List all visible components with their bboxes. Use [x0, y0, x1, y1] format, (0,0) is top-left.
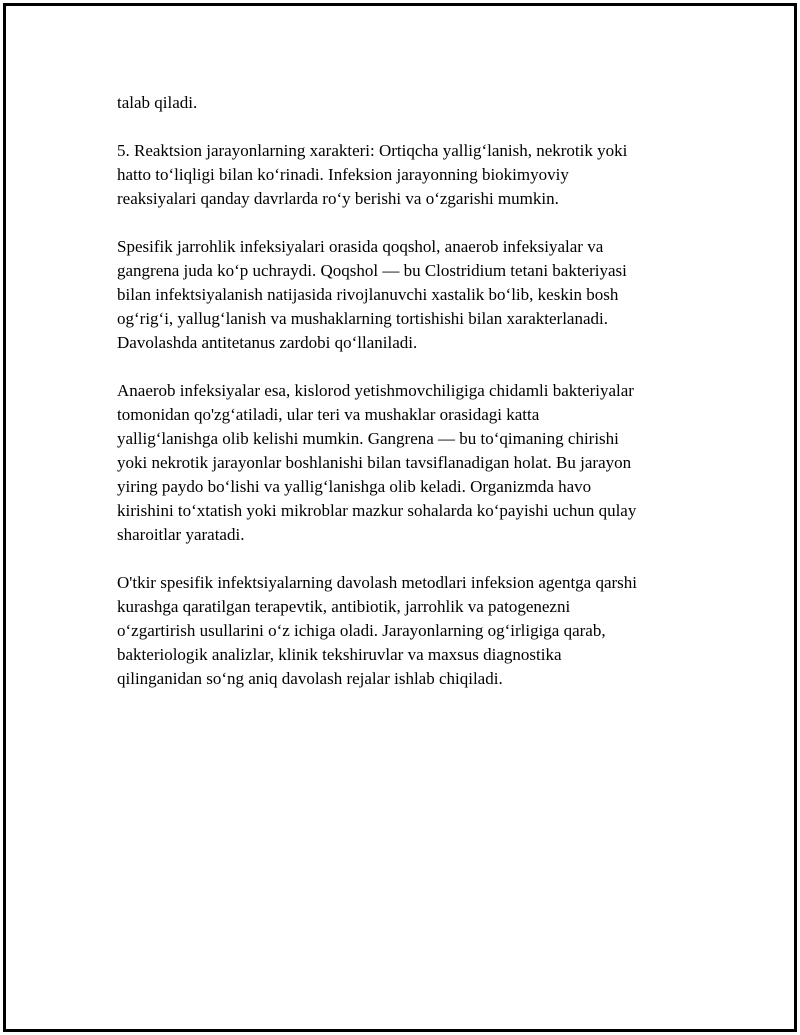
text-line: o‘zgartirish usullarini o‘z ichiga oladi. Jarayonlarning og‘irligiga qarab,: [117, 621, 606, 640]
text-line: bilan infektsiyalanish natijasida rivojlanuvchi xastalik bo‘lib, keskin bosh: [117, 285, 619, 304]
text-line: qilinganidan so‘ng aniq davolash rejalar ishlab chiqiladi.: [117, 669, 503, 688]
text-line: tomonidan qo'zg‘atiladi, ular teri va mushaklar orasidagi katta: [117, 405, 540, 424]
paragraph-2: [117, 139, 692, 211]
paragraph-3: [117, 235, 692, 355]
text-line: reaksiyalari qanday davrlarda ro‘y berishi va o‘zgarishi mumkin.: [117, 189, 559, 208]
text-line: O'tkir spesifik infektsiyalarning davolash metodlari infeksion agentga qarshi: [117, 573, 638, 592]
text-line: Davolashda antitetanus zardobi qo‘llaniladi.: [117, 333, 418, 352]
text-line: Anaerob infeksiyalar esa, kislorod yetishmovchiligiga chidamli bakteriyalar: [117, 381, 634, 400]
text-line: 5. Reaktsion jarayonlarning xarakteri: Ortiqcha yallig‘lanish, nekrotik yoki: [117, 141, 628, 160]
text-line: yiring paydo bo‘lishi va yallig‘lanishga olib keladi. Organizmda havo: [117, 477, 592, 496]
paragraph-1: [117, 91, 692, 115]
text-line: yoki nekrotik jarayonlar boshlanishi bilan tavsiflanadigan holat. Bu jarayon: [117, 453, 632, 472]
paragraph-4: [117, 379, 692, 547]
text-line: sharoitlar yaratadi.: [117, 525, 245, 544]
text-line: gangrena juda ko‘p uchraydi. Qoqshol — bu Clostridium tetani bakteriyasi: [117, 261, 627, 280]
document-body: [117, 91, 692, 715]
text-line: yallig‘lanishga olib kelishi mumkin. Gangrena — bu to‘qimaning chirishi: [117, 429, 619, 448]
paragraph-5: [117, 571, 692, 691]
text-line: Spesifik jarrohlik infeksiyalari orasida qoqshol, anaerob infeksiyalar va: [117, 237, 604, 256]
text-line: og‘rig‘i, yallug‘lanish va mushaklarning tortishishi bilan xarakterlanadi.: [117, 309, 608, 328]
text-line: talab qiladi.: [117, 93, 198, 112]
text-line: kurashga qaratilgan terapevtik, antibiotik, jarrohlik va patogenezni: [117, 597, 571, 616]
text-line: hatto to‘liqligi bilan ko‘rinadi. Infeksion jarayonning biokimyoviy: [117, 165, 569, 184]
text-line: bakteriologik analizlar, klinik tekshiruvlar va maxsus diagnostika: [117, 645, 562, 664]
text-line: kirishini to‘xtatish yoki mikroblar mazkur sohalarda ko‘payishi uchun qulay: [117, 501, 637, 520]
